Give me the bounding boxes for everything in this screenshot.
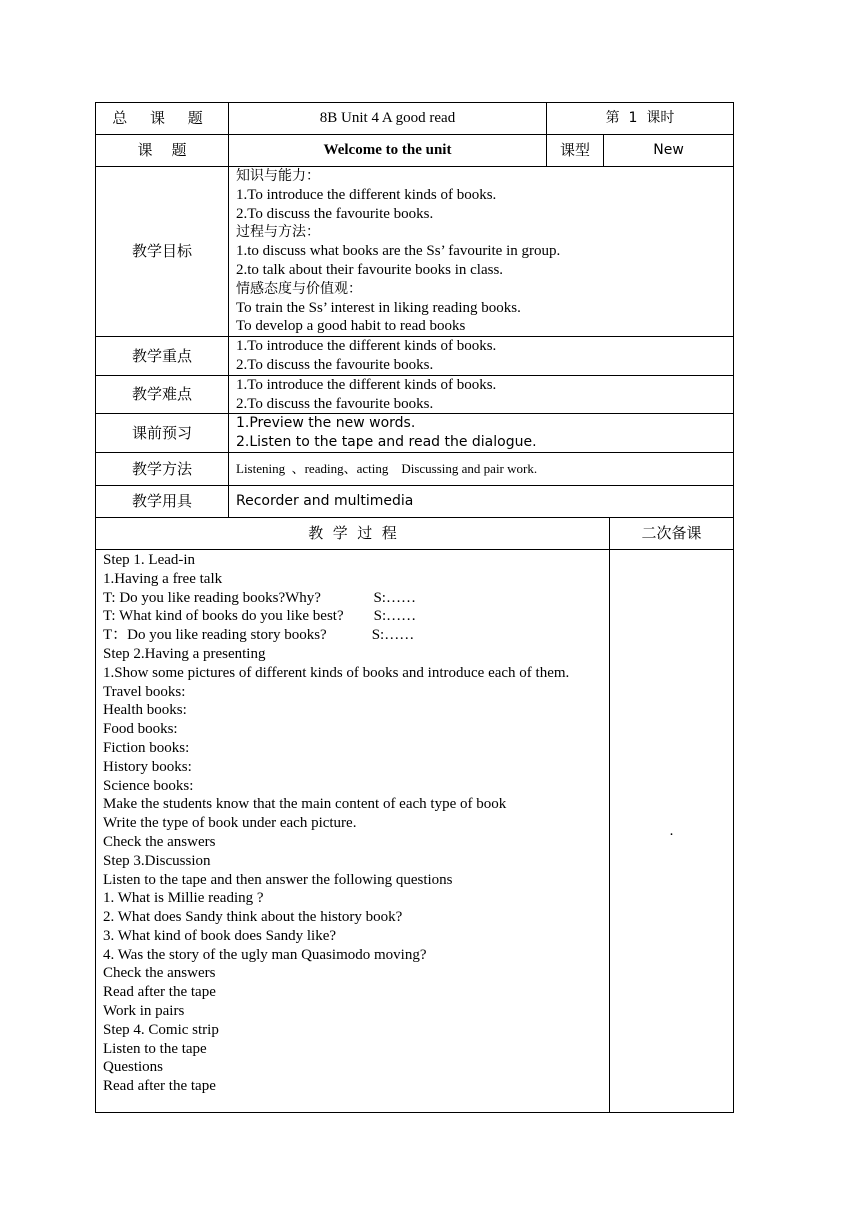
objectives-line: 过程与方法： <box>236 224 320 241</box>
lesson-plan-table <box>95 102 734 1113</box>
process-line: Read after the tape <box>103 1078 216 1095</box>
period-value: 第 1 课时 <box>547 103 734 135</box>
process-line: 3. What kind of book does Sandy like? <box>103 927 337 944</box>
objectives-line: 2.To discuss the favourite books. <box>236 205 434 222</box>
objectives-line: 1.To introduce the different kinds of books. <box>236 186 497 203</box>
process-line: Listen to the tape and then answer the following questions <box>103 871 453 888</box>
process-line: Food books: <box>103 721 178 738</box>
process-line: Fiction books: <box>103 739 190 756</box>
preview-line: 2.Listen to the tape and read the dialogue. <box>236 434 537 451</box>
objectives-line: To train the Ss’ interest in liking reading books. <box>236 299 521 316</box>
process-line: Work in pairs <box>103 1003 185 1020</box>
preview-row <box>96 414 734 453</box>
process-line: Step 3.Discussion <box>103 852 211 869</box>
key-points-label: 教学重点 <box>96 337 229 376</box>
process-line: Step 2.Having a presenting <box>103 645 266 662</box>
process-line: Step 4. Comic strip <box>103 1021 219 1038</box>
process-line: T：Do you like reading story books? S:…… <box>103 627 415 644</box>
key-points-line: 1.To introduce the different kinds of books. <box>236 338 497 355</box>
objectives-line: To develop a good habit to read books <box>236 318 466 335</box>
objectives-content <box>229 167 734 337</box>
lesson-row <box>96 135 734 167</box>
process-line: Science books: <box>103 777 194 794</box>
key-points-line: 2.To discuss the favourite books. <box>236 356 434 373</box>
tools-label: 教学用具 <box>96 485 229 517</box>
tools-row <box>96 485 734 517</box>
type-label: 课型 <box>547 135 604 167</box>
process-line: Check the answers <box>103 965 216 982</box>
lesson-label: 课 题 <box>96 135 229 167</box>
process-body-row <box>96 549 734 1112</box>
process-line: Make the students know that the main content of each type of book <box>103 796 507 813</box>
objectives-line: 1.to discuss what books are the Ss’ favourite in group. <box>236 243 561 260</box>
process-line: Write the type of book under each picture. <box>103 815 357 832</box>
process-line: 4. Was the story of the ugly man Quasimodo moving? <box>103 946 427 963</box>
process-line: Read after the tape <box>103 984 216 1001</box>
key-points-row <box>96 337 734 376</box>
objectives-line: 2.to talk about their favourite books in class. <box>236 261 504 278</box>
preview-content <box>229 414 734 453</box>
preview-label: 课前预习 <box>96 414 229 453</box>
tools-value: Recorder and multimedia <box>229 485 734 517</box>
process-content <box>96 549 610 1112</box>
process-line: 1. What is Millie reading ? <box>103 890 264 907</box>
process-line: Check the answers <box>103 833 216 850</box>
objectives-label: 教学目标 <box>96 167 229 337</box>
process-line: Travel books: <box>103 683 186 700</box>
second-prep-content: . <box>610 549 734 1112</box>
topic-value: 8B Unit 4 A good read <box>229 103 547 135</box>
process-line: Health books: <box>103 702 187 719</box>
objectives-line: 情感态度与价值观： <box>236 280 362 297</box>
topic-row <box>96 103 734 135</box>
lesson-plan-sheet <box>95 102 733 1113</box>
objectives-line: 知识与能力： <box>236 168 320 184</box>
difficulties-line: 1.To introduce the different kinds of books. <box>236 376 497 393</box>
process-line: 1.Having a free talk <box>103 570 223 587</box>
process-line: History books: <box>103 758 192 775</box>
preview-line: 1.Preview the new words. <box>236 415 416 432</box>
process-line: Step 1. Lead-in <box>103 551 196 568</box>
difficulties-line: 2.To discuss the favourite books. <box>236 395 434 412</box>
methods-label: 教学方法 <box>96 452 229 485</box>
process-line: T: Do you like reading books?Why? S:…… <box>103 589 416 606</box>
difficulties-row <box>96 375 734 414</box>
objectives-row <box>96 167 734 337</box>
process-line: 1.Show some pictures of different kinds of books and introduce each of them. <box>103 664 570 681</box>
process-header-row <box>96 517 734 549</box>
process-line: Listen to the tape <box>103 1040 207 1057</box>
topic-label: 总 课 题 <box>96 103 229 135</box>
difficulties-content <box>229 375 734 414</box>
second-prep-header: 二次备课 <box>610 517 734 549</box>
process-line: T: What kind of books do you like best? S:…… <box>103 608 417 625</box>
process-header: 教 学 过 程 <box>96 517 610 549</box>
methods-value: Listening 、reading、acting Discussing and pair work. <box>229 452 734 485</box>
methods-row <box>96 452 734 485</box>
type-value: New <box>604 135 734 167</box>
process-line: Questions <box>103 1059 163 1076</box>
key-points-content <box>229 337 734 376</box>
process-line: 2. What does Sandy think about the history book? <box>103 909 403 926</box>
difficulties-label: 教学难点 <box>96 375 229 414</box>
lesson-value: Welcome to the unit <box>229 135 547 167</box>
